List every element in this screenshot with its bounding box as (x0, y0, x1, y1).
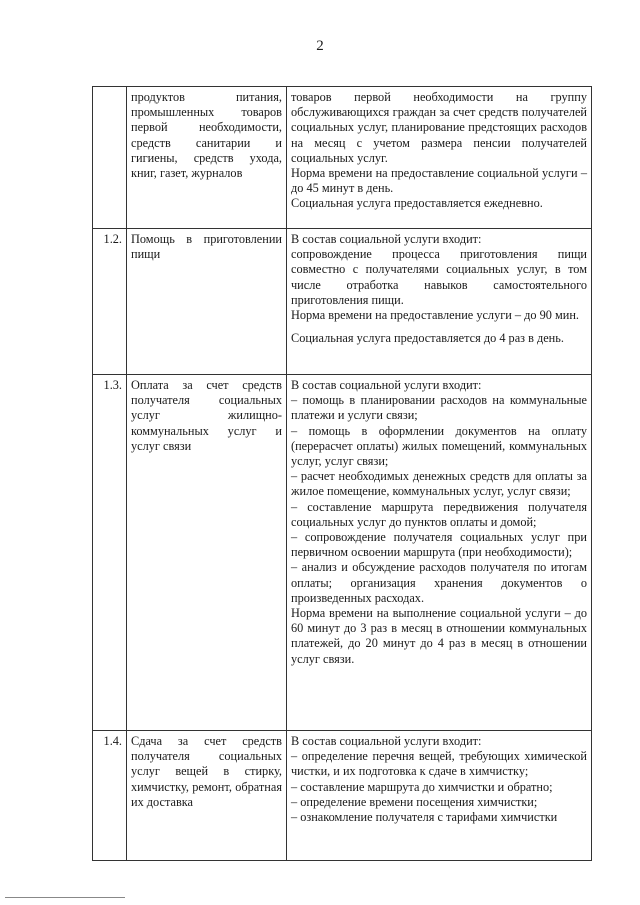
description-line: – определение времени посещения химчистки; (291, 794, 538, 809)
description-line: – анализ и обсуждение расходов получателя по итогам оплаты; организация хранения документов о произведенных расходах. (291, 560, 587, 605)
description-line: Норма времени на предоставление социальной услуги – до 45 минут в день. (291, 166, 587, 196)
table-row (93, 375, 592, 731)
description-line: товаров первой необходимости на группу обслуживающихся граждан за счет средств получателей социальных услуг, планирование предстоящих расходов на месяц с учетом размера пенсии получателей социальных услуг. (291, 90, 587, 165)
service-description (287, 731, 592, 861)
service-name: Оплата за счет средств получателя социальных услуг жилищно-коммунальных услуг и услуг связи (127, 375, 287, 731)
description-line: В состав социальной услуги входит: (291, 734, 482, 748)
table-row (93, 87, 592, 229)
description-line: – составление маршрута до химчистки и обратно; (291, 779, 553, 794)
description-line: сопровождение процесса приготовления пищи совместно с получателями социальных услуг, в том числе отработка навыков самостоятельного приготовления пищи. (291, 247, 587, 307)
description-line: – определение перечня вещей, требующих химической чистки, и их подготовка к сдаче в химчистку; (291, 749, 587, 779)
service-name: Сдача за счет средств получателя социальных услуг вещей в стирку, химчистку, ремонт, обратная их доставка (127, 731, 287, 861)
table-row (93, 731, 592, 861)
description-line: Норма времени на предоставление услуги – до 90 мин. (291, 308, 580, 323)
table-row (93, 229, 592, 375)
description-line: – сопровождение получателя социальных услуг при первичном освоении маршрута (при необходимости); (291, 530, 587, 560)
description-line: Норма времени на выполнение социальной услуги – до 60 минут до 3 раз в месяц в отношении коммунальных платежей, до 20 минут до 4 раз в месяц в отношении услуг связи. (291, 606, 587, 666)
description-line: Социальная услуга предоставляется ежедневно. (291, 196, 543, 211)
row-number: 1.3. (93, 375, 127, 731)
service-description (287, 375, 592, 731)
description-line: В состав социальной услуги входит: (291, 232, 482, 246)
description-line: – составление маршрута передвижения получателя социальных услуг до пунктов оплаты и домой; (291, 499, 587, 529)
service-name: продуктов питания, промышленных товаров первой необходимости, средств санитарии и гигиены, средств ухода, книг, газет, журналов (127, 87, 287, 229)
description-line: – помощь в планировании расходов на коммунальные платежи и услуги связи; (291, 393, 587, 423)
description-line: В состав социальной услуги входит: (291, 378, 482, 392)
description-line: – ознакомление получателя с тарифами химчистки (291, 810, 558, 825)
description-line: – расчет необходимых денежных средств для оплаты за жилое помещение, коммунальных услуг, услуг связи; (291, 469, 587, 499)
row-number (93, 87, 127, 229)
row-number: 1.2. (93, 229, 127, 375)
spacer (291, 323, 587, 331)
footnote-divider (5, 897, 125, 898)
row-number: 1.4. (93, 731, 127, 861)
page-number: 2 (316, 38, 324, 54)
service-description (287, 87, 592, 229)
service-name: Помощь в приготовлении пищи (127, 229, 287, 375)
service-description (287, 229, 592, 375)
description-line: Социальная услуга предоставляется до 4 раз в день. (291, 331, 564, 346)
description-line: – помощь в оформлении документов на оплату (перерасчет оплаты) жилых помещений, коммунальных услуг, услуг связи; (291, 423, 587, 469)
services-table (92, 86, 592, 861)
